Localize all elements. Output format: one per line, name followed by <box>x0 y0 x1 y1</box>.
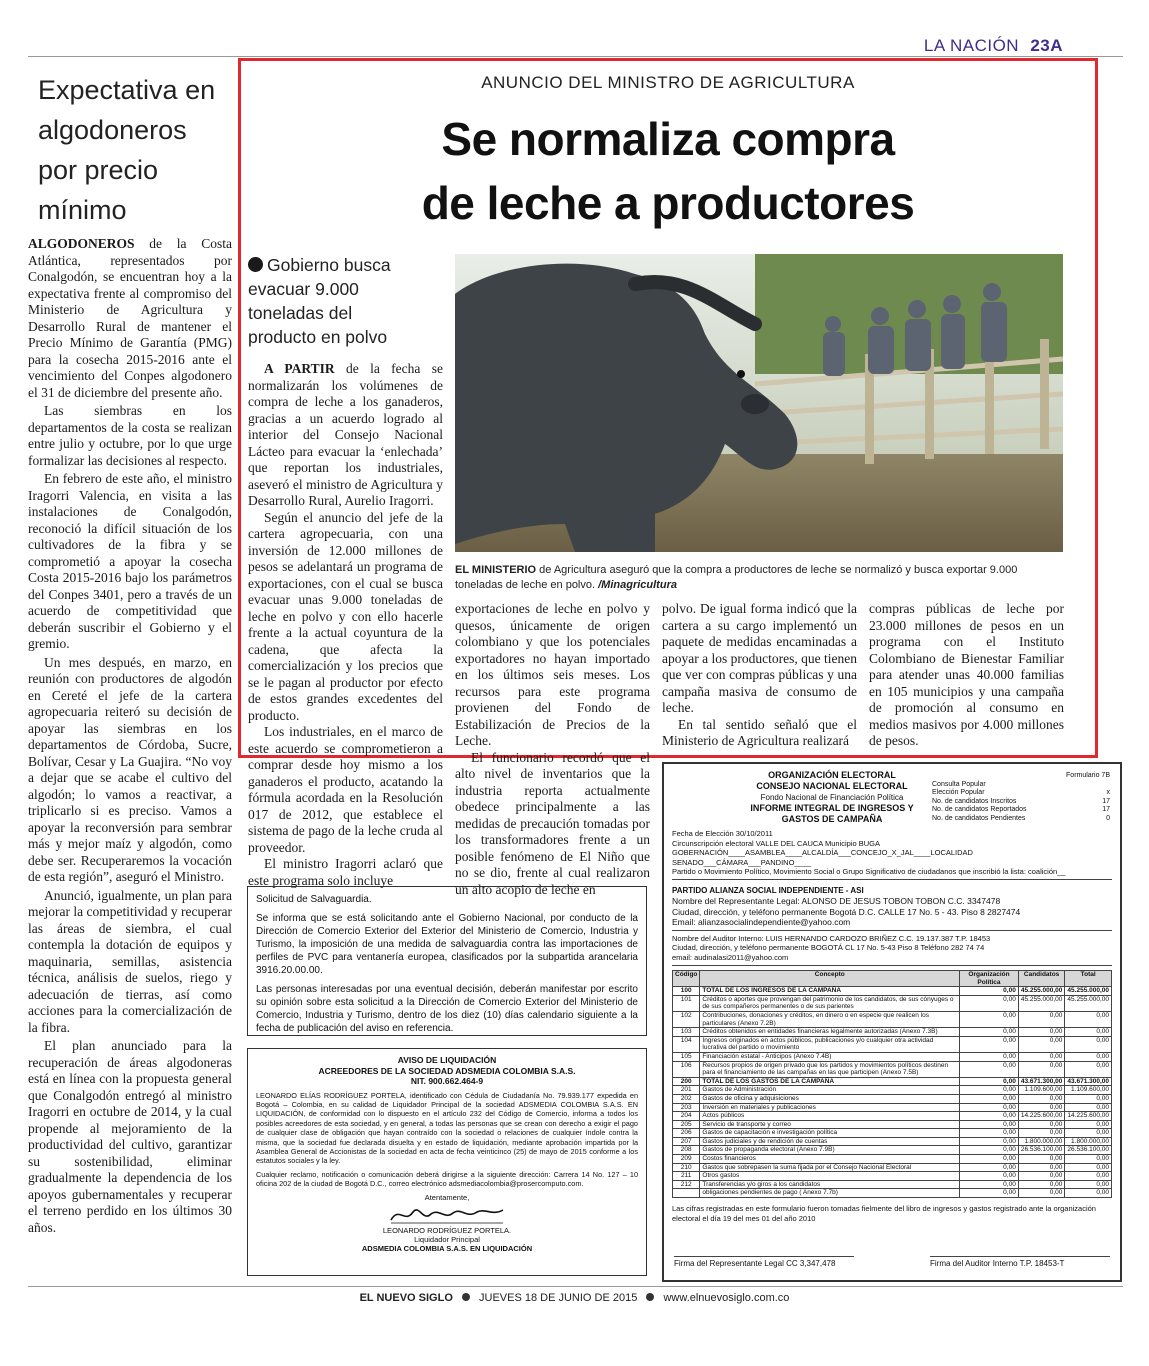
left-paragraph: ALGODONEROS de la Costa Atlántica, representados por Conalgodón, se encuentran hoy a la expectativa frente al compromiso del Ministerio de Agricultura y Desarrollo Rural de mantener el Precio Mínimo de Garantía (PMG) para la cosecha 2015-2016 ante el vencimiento del Conpes algodonero el 31 de diciembre del presente año. <box>28 236 232 400</box>
bullet-icon <box>248 257 263 272</box>
form-signatures: Firma del Representante Legal CC 3,347,478 Firma del Auditor Interno T.P. 18453-T <box>674 1256 1110 1269</box>
table-cell: Contribuciones, donaciones y créditos, en dinero o en especie que realicen los particulares (Anexo 7.2B) <box>700 1011 960 1027</box>
article-paragraph: Según el anuncio del jefe de la cartera agropecuaria, con una inversión de 12.000 millones de pesos se adelantará un programa de exportaciones, con el cual se busca evacuar unas 9.000 toneladas de leche en polvo y con ello hacerle frente a la actual coyuntura de la cadena, que afecta la comercialización y los precios que se le pagan al productor por efecto de estos grandes excedentes del producto. <box>248 509 443 723</box>
left-paragraph: El plan anunciado para la recuperación de áreas algodoneras está en línea con la propuesta general que Conalgodón entregó al ministro Iragorri en octubre de 2014, y la cual propende al mejoramiento de la productividad del cultivo, garantizar su sostenibilidad, eliminar gradualmente la dependencia de los apoyos gubernamentales y recuperar el terreno perdido en los últimos 30 años. <box>28 1038 232 1235</box>
safeguard-notice <box>247 886 647 1036</box>
table-cell: Financiación estatal - Anticipos (Anexo 7.4B) <box>700 1052 960 1061</box>
table-cell: 209 <box>673 1155 700 1164</box>
table-cell: 0,00 <box>1018 1155 1065 1164</box>
table-cell <box>673 1189 700 1198</box>
page-header <box>924 36 1063 56</box>
table-cell: 0,00 <box>1018 1163 1065 1172</box>
table-cell: 210 <box>673 1163 700 1172</box>
table-row <box>673 1180 1112 1189</box>
notice-heading: AVISO DE LIQUIDACIÓN ACREEDORES DE LA SOCIEDAD ADSMEDIA COLOMBIA S.A.S. NIT. 900.662.464-9 <box>318 1055 576 1086</box>
table-cell: 0,00 <box>960 1061 1019 1077</box>
table-cell: 1.109.600,00 <box>1065 1086 1112 1095</box>
party-info: PARTIDO ALIANZA SOCIAL INDEPENDIENTE - ASI Nombre del Representante Legal: ALONSO DE JESUS TOBON TOBON C.C. 3347478 Ciudad, dirección, y teléfono permanente Bogotá D.C. CALLE 17 No. 5 - 43. Piso 8 2827474 Email: alianzasocialindependiente@yahoo.com <box>672 879 1112 931</box>
signature-icon <box>387 1204 507 1226</box>
table-cell: 0,00 <box>1065 1061 1112 1077</box>
table-cell: 14.225.600,00 <box>1018 1112 1065 1121</box>
table-cell: 0,00 <box>960 987 1019 996</box>
article-deck: Gobierno busca evacuar 9.000 toneladas del producto en polvo <box>248 255 391 347</box>
table-cell: 0,00 <box>1065 1155 1112 1164</box>
table-cell: Otros gastos <box>700 1172 960 1181</box>
notice-paragraph: Se informa que se está solicitando ante el Gobierno Nacional, por conducto de la Dirección de Comercio Exterior del Exterior del Ministerio de Comercio, Industria y Turismo, la imposición de una medida de salvaguardia contra las importaciones de perfiles de PVC para ventanería europea, clasificados por la subpartida arancelaria 3916.20.00.00. <box>256 913 638 976</box>
form-note: Las cifras registradas en este formulario fueron tomadas fielmente del libro de ingresos y gastos registrado ante la organización electoral el día 19 del mes 01 del año 2010 <box>672 1204 1096 1223</box>
article-paragraph: Los industriales, en el marco de este acuerdo se comprometieron a comprar desde hoy mismo a los ganaderos el producto, acatando la fórmula acordada en la Resolución 017 de 2012, que establece el sistema de pago de la leche cruda al proveedor. <box>248 724 443 855</box>
table-cell: Gastos judiciales y de rendición de cuentas <box>700 1137 960 1146</box>
table-cell: 0,00 <box>960 1112 1019 1121</box>
auditor-info: Nombre del Auditor Interno: LUIS HERNANDO CARDOZO BRIÑEZ C.C. 19.137.387 T.P. 18453 Ciudad, dirección, y teléfono permanente BOGOTÁ CL 17 No. 5-43 Piso 8 Teléfono 282 74 74 email: audinalasi2011@yahoo.com <box>672 931 1112 967</box>
table-cell: 0,00 <box>960 1180 1019 1189</box>
table-cell: 201 <box>673 1086 700 1095</box>
table-cell: 45.255.000,00 <box>1065 995 1112 1011</box>
left-article <box>28 70 232 1238</box>
table-cell: 0,00 <box>1018 1189 1065 1198</box>
table-row <box>673 1103 1112 1112</box>
table-cell: Actos públicos <box>700 1112 960 1121</box>
table-cell: 0,00 <box>960 1189 1019 1198</box>
table-cell: 45.255.000,00 <box>1018 987 1065 996</box>
table-cell: 0,00 <box>1018 1036 1065 1052</box>
table-cell: 45.255.000,00 <box>1065 987 1112 996</box>
table-cell: 26.536.100,00 <box>1065 1146 1112 1155</box>
table-cell: 0,00 <box>960 1137 1019 1146</box>
table-cell: 101 <box>673 995 700 1011</box>
table-row <box>673 1011 1112 1027</box>
table-cell: 0,00 <box>1018 1129 1065 1138</box>
table-row <box>673 1112 1112 1121</box>
table-row <box>673 995 1112 1011</box>
table-cell: 0,00 <box>960 1011 1019 1027</box>
table-cell: 0,00 <box>960 1129 1019 1138</box>
notice-title: Solicitud de Salvaguardia. <box>256 894 372 905</box>
article-column-1 <box>248 361 443 889</box>
article-kicker: ANUNCIO DEL MINISTRO DE AGRICULTURA <box>481 73 855 92</box>
table-row <box>673 1077 1112 1086</box>
table-cell: 211 <box>673 1172 700 1181</box>
article-paragraph: exportaciones de leche en polvo y quesos, únicamente de origen colombiano y que los potenciales exportadores no hayan importado en los últimos seis meses. Los recursos para este programa provienen del Fondo de Estabilización de Precios de la Leche. <box>455 601 650 748</box>
table-cell: 106 <box>673 1061 700 1077</box>
table-cell: 208 <box>673 1146 700 1155</box>
table-cell: Gastos de Administración <box>700 1086 960 1095</box>
section-name: LA NACIÓN <box>923 36 1020 55</box>
header-rule <box>28 56 1123 57</box>
footer-rule <box>28 1286 1123 1287</box>
left-paragraph: En febrero de este año, el ministro Iragorri Valencia, en visita a las instalaciones de Conalgodón, reconoció la difícil situación de los cultivadores de la fibra y se comprometió a apoyar la cosecha Costa 2015-2016 bajo los parámetros del Conpes 3401, pero a través de un acuerdo de competitividad que deberán suscribir el Gobierno y el gremio. <box>28 471 232 651</box>
form-meta: Fecha de Elección 30/10/2011 Circunscripción electoral VALLE DEL CAUCA Municipio BUGA GOBERNACIÓN____ASAMBLEA____ALCALDÍA___CONCEJO_X_JAL____LOCALIDAD SENADO___CÁMARA___PANDINO____ Partido o Movimiento Político, Movimiento Social o Grupo Significativo de ciudadanos que inscribió la lista: coalición__ <box>672 829 1066 876</box>
footer-date: JUEVES 18 DE JUNIO DE 2015 <box>479 1292 638 1304</box>
table-cell: Ingresos originados en actos públicos, publicaciones y/o cualquier otra actividad lucrativa del partido o movimiento <box>700 1036 960 1052</box>
table-row <box>673 1061 1112 1077</box>
table-row <box>673 987 1112 996</box>
left-paragraph: Anunció, igualmente, un plan para mejorar la competitividad y recuperar las áreas de siembra, el cual contempla la dotación de equipos y maquinaria, semillas, asistencia técnica, análisis de suelos, riego y adecuación de tierras, así como acciones para la comercialización de la fibra. <box>28 887 232 1035</box>
form-checks: Formulario 7B Consulta Popular Elección Popular x No. de candidatos Inscritos 17 No. de candidatos Reportados 17 No. de candidatos Pendientes 0 <box>932 772 1110 822</box>
table-cell: Transferencias y/o giros a los candidatos <box>700 1180 960 1189</box>
finance-table: Código Concepto Organización Política Candidatos Total 100 TOTAL DE LOS INGRESOS DE LA CAMPAÑA 0,00 45.255.000,00 45.255.000,00 101 Créditos o aportes que provengan del patrimonio de los candidatos, de sus cónyuges o de sus compañeros permanentes o de sus parientes 0,00 45.255.000,00 45.255.000,00 102 Contribuciones, donaciones y créditos, en dinero o en especie que realicen los particulares (Anexo 7.2B) 0,00 0,00 0,00 103 Créditos obtenidos en entidades financieras legalmente autorizadas (Anexo 7.3B) 0,00 0,00 0,00 104 Ingresos originados en actos públicos, publicaciones y/o cualquier otra actividad lucrativa del partido o movimiento 0,00 0,00 0,00 105 Financiación estatal - Anticipos (Anexo 7.4B) 0,00 0,00 0,00 106 Recursos propios de origen privado que los partidos y movimientos políticos destinen para el financiamiento de las campañas en las que participen (Anexo 7.5B) 0,00 0,00 0,00 200 TOTAL DE LOS GASTOS DE LA CAMPAÑA 0,00 43.671.300,00 43.671.300,00 201 Gastos de Administración 0,00 1.109.600,00 1.109.600,00 202 Gastos de oficina y adquisiciones 0,00 0,00 0,00 203 Inversión en materiales y publicaciones 0,00 0,00 0,00 204 Actos públicos 0,00 14.225.600,00 14.225.600,00 205 Servicio de transporte y correo 0,00 0,00 0,00 206 Gastos de capacitación e investigación política 0,00 0,00 0,00 207 Gastos judiciales y de rendición de cuentas 0,00 1.800.000,00 1.800.000,00 208 Gastos de propaganda electoral (Anexo 7.9B) 0,00 26.536.100,00 26.536.100,00 209 Costos financieros 0,00 0,00 0,00 210 Gastos que sobrepasen la suma fijada por el Consejo Nacional Electoral 0,00 0,00 0,00 211 Otros gastos 0,00 0,00 0,00 212 Transferencias y/o giros a los candidatos 0,00 0,00 0,00 obligaciones pendientes de pago ( Anexo 7.7b) 0,00 0,00 0,00 <box>672 970 1112 1198</box>
table-cell: 0,00 <box>1018 1180 1065 1189</box>
table-cell: 26.536.100,00 <box>1018 1146 1065 1155</box>
table-cell: 0,00 <box>1065 1094 1112 1103</box>
table-cell: 0,00 <box>960 1103 1019 1112</box>
table-cell: TOTAL DE LOS INGRESOS DE LA CAMPAÑA <box>700 987 960 996</box>
form-heading: ORGANIZACIÓN ELECTORAL CONSEJO NACIONAL ELECTORAL Fondo Nacional de Financiación Política INFORME INTEGRAL DE INGRESOS Y GASTOS DE CAMPAÑA <box>750 770 914 824</box>
table-cell: 43.671.300,00 <box>1018 1077 1065 1086</box>
table-cell: 0,00 <box>1065 1129 1112 1138</box>
left-article-body <box>28 236 232 1236</box>
table-cell: 0,00 <box>1065 1052 1112 1061</box>
table-cell: 43.671.300,00 <box>1065 1077 1112 1086</box>
table-cell: Créditos o aportes que provengan del patrimonio de los candidatos, de sus cónyuges o de sus compañeros permanentes o de sus parientes <box>700 995 960 1011</box>
table-cell: Inversión en materiales y publicaciones <box>700 1103 960 1112</box>
table-cell: 102 <box>673 1011 700 1027</box>
bullet-icon <box>646 1293 654 1301</box>
article-column-2 <box>455 601 650 898</box>
table-cell: 0,00 <box>960 1120 1019 1129</box>
bull-photo <box>455 254 1063 552</box>
lead-word: A PARTIR <box>264 361 335 376</box>
table-cell: 0,00 <box>1018 1120 1065 1129</box>
table-cell: 0,00 <box>960 1036 1019 1052</box>
table-cell: 0,00 <box>960 1028 1019 1037</box>
table-cell: 0,00 <box>1065 1163 1112 1172</box>
table-cell: 100 <box>673 987 700 996</box>
table-cell: 200 <box>673 1077 700 1086</box>
article-column-3 <box>662 601 857 750</box>
table-cell: Servicio de transporte y correo <box>700 1120 960 1129</box>
page-footer <box>0 1292 1149 1304</box>
article-paragraph: El ministro Iragorri aclaró que este programa solo incluye <box>248 856 443 888</box>
table-cell: 206 <box>673 1129 700 1138</box>
table-cell: obligaciones pendientes de pago ( Anexo 7.7b) <box>700 1189 960 1198</box>
table-cell: 0,00 <box>1065 1172 1112 1181</box>
table-cell: 0,00 <box>960 1077 1019 1086</box>
table-cell: Gastos de capacitación e investigación política <box>700 1129 960 1138</box>
table-cell: Recursos propios de origen privado que los partidos y movimientos políticos destinen para el financiamiento de las campañas en las que participen (Anexo 7.5B) <box>700 1061 960 1077</box>
page-number: 23A <box>1030 36 1063 55</box>
notice-signature: Atentamente, LEONARDO RODRÍGUEZ PORTELA. Liquidador Principal ADSMEDIA COLOMBIA S.A.S. EN LIQUIDACIÓN <box>361 1192 533 1253</box>
table-cell: 0,00 <box>1018 1052 1065 1061</box>
photo-caption: EL MINISTERIO de Agricultura aseguró que la compra a productores de leche se normalizó y busca exportar 9.000 toneladas de leche en polvo. /Minagricultura <box>455 564 1018 591</box>
table-cell: 0,00 <box>960 1094 1019 1103</box>
notice-paragraph: Cualquier reclamo, notificación o comunicación deberá dirigirse a la siguiente dirección: Carrera 14 No. 127 – 10 oficina 202 de la ciudad de Bogotá D.C., correo electrónico adsmediacolombia@prosercomputo.com. <box>256 1169 638 1189</box>
table-cell: 0,00 <box>1065 1120 1112 1129</box>
table-cell: 0,00 <box>960 995 1019 1011</box>
left-paragraph: Las siembras en los departamentos de la costa se realizan entre julio y octubre, por lo que urge formalizar las decisiones al respecto. <box>28 403 232 468</box>
table-cell: 0,00 <box>1065 1189 1112 1198</box>
table-cell: 103 <box>673 1028 700 1037</box>
table-cell: 105 <box>673 1052 700 1061</box>
table-row <box>673 1094 1112 1103</box>
table-row <box>673 1146 1112 1155</box>
footer-url[interactable]: www.elnuevosiglo.com.co <box>663 1292 790 1304</box>
table-cell: TOTAL DE LOS GASTOS DE LA CAMPAÑA <box>700 1077 960 1086</box>
article-paragraph: polvo. De igual forma indicó que la cartera a su cargo implementó un paquete de medidas encaminadas a apoyar a los productores, que tienen que ver con compras públicas y una campaña masiva de consumo de leche. <box>662 601 857 715</box>
table-cell: 205 <box>673 1120 700 1129</box>
table-cell: 0,00 <box>1018 1011 1065 1027</box>
table-row <box>673 1155 1112 1164</box>
table-cell: Costos financieros <box>700 1155 960 1164</box>
table-cell: 1.800.000,00 <box>1018 1137 1065 1146</box>
table-cell: 1.109.600,00 <box>1018 1086 1065 1095</box>
article-paragraph: A PARTIR de la fecha se normalizarán los volúmenes de compra de leche a los ganaderos, gracias a un acuerdo logrado al interior del Consejo Nacional Lácteo para evacuar la ‘enlechada’ que reportan los industriales, aseveró el ministro de Agricultura y Desarrollo Rural, Aurelio Iragorri. <box>248 361 444 508</box>
table-cell: 0,00 <box>1065 1028 1112 1037</box>
notice-paragraph: LEONARDO ELÍAS RODRÍGUEZ PORTELA, identificado con Cédula de Ciudadanía No. 79.939.177 expedida en Bogotá – Colombia, en su calidad de Liquidador Principal de la sociedad ADSMEDIA COLOMBIA S.A.S. EN LIQUIDACIÓN, de conformidad con lo dispuesto en el artículo 232 del Código de Comercio, informa a todos los posibles acreedores de esta sociedad, y en general, a todas las personas que se crean con derecho a exigir el pago de cualquier clase de obligación que hayan contraído con la sociedad o relaciones de cualquier índole contra la misma, que la sociedad fue declarada disuelta y en estado de liquidación, mediante aprobación impartida por la Asamblea General de Accionistas de la sociedad en acta de fecha veinticinco (25) de mayo de 2015 conforme a los estatutos sociales y la ley. <box>256 1090 638 1166</box>
table-cell: 0,00 <box>1018 1103 1065 1112</box>
table-cell: 0,00 <box>1065 1103 1112 1112</box>
table-row <box>673 1036 1112 1052</box>
table-cell: Créditos obtenidos en entidades financieras legalmente autorizadas (Anexo 7.3B) <box>700 1028 960 1037</box>
table-cell: Gastos que sobrepasen la suma fijada por el Consejo Nacional Electoral <box>700 1163 960 1172</box>
table-cell: 0,00 <box>1065 1180 1112 1189</box>
left-paragraph: Un mes después, en marzo, en reunión con productores de algodón en Cereté el jefe de la cartera agropecuaria reiteró su decisión de apoyar las siembras en los departamentos de Córdoba, Sucre, Bolívar, Cesar y La Guajira. “No voy a dejar que se acabe el cultivo del algodón; lo vamos a reactivar, a triplicarlo si es preciso. Vamos a apoyar la reconversión para sembrar más y mejor maíz y algodón, como debe ser. Recuperaremos la vocación de esta región”, aseguró el Ministro. <box>28 654 232 884</box>
table-row <box>673 1129 1112 1138</box>
table-cell: 0,00 <box>960 1086 1019 1095</box>
table-cell: 0,00 <box>1018 1028 1065 1037</box>
notice-paragraph: Las personas interesadas por una eventual decisión, deberán manifestar por escrito su opinión sobre esta solicitud a la Dirección de Comercio Exterior del Ministerio de Comercio, Industria y Turismo, dentro de los diez (10) días calendario siguiente a la fecha de publicación del aviso en referencia. <box>256 984 638 1034</box>
article-paragraph: compras públicas de leche por 23.000 millones de pesos en un programa con el Instituto Colombiano de Bienestar Familiar para atender unas 40.000 familias en 105 municipios y una campaña de promoción al consumo en medios masivos por 4.000 millones de pesos. <box>869 601 1064 748</box>
table-cell: 14.225.600,00 <box>1065 1112 1112 1121</box>
article-headline: Se normaliza compra de leche a productores <box>421 113 915 229</box>
footer-brand: EL NUEVO SIGLO <box>359 1292 453 1304</box>
table-cell: 207 <box>673 1137 700 1146</box>
table-cell: 0,00 <box>960 1172 1019 1181</box>
liquidation-notice <box>247 1048 647 1276</box>
table-cell: 0,00 <box>1065 1036 1112 1052</box>
table-cell: 0,00 <box>1018 1172 1065 1181</box>
lead-word: ALGODONEROS <box>28 236 135 251</box>
table-cell: 0,00 <box>960 1163 1019 1172</box>
electoral-form <box>662 762 1122 1282</box>
table-cell: 104 <box>673 1036 700 1052</box>
table-cell: Gastos de propaganda electoral (Anexo 7.9B) <box>700 1146 960 1155</box>
table-cell: 0,00 <box>960 1052 1019 1061</box>
table-row <box>673 1137 1112 1146</box>
table-row <box>673 1189 1112 1198</box>
table-row <box>673 1028 1112 1037</box>
table-cell: 0,00 <box>1018 1061 1065 1077</box>
table-row <box>673 1052 1112 1061</box>
table-cell: 1.800.000,00 <box>1065 1137 1112 1146</box>
table-cell: 204 <box>673 1112 700 1121</box>
table-cell: 212 <box>673 1180 700 1189</box>
table-row <box>673 1120 1112 1129</box>
table-cell: 203 <box>673 1103 700 1112</box>
table-cell: 0,00 <box>1018 1094 1065 1103</box>
table-cell: Gastos de oficina y adquisiciones <box>700 1094 960 1103</box>
table-cell: 0,00 <box>960 1155 1019 1164</box>
table-cell: 0,00 <box>960 1146 1019 1155</box>
table-row <box>673 1086 1112 1095</box>
left-article-title: Expectativa en algodoneros por precio mínimo <box>38 75 216 225</box>
article-paragraph: El funcionario recordó que el alto nivel de inventarios que la industria reporta actualmente obedece principalmente a las medidas de precaución tomadas por los transformadores frente a un posible fenómeno de El Niño que no se dio, frente al cual realizaron un alto acopio de leche en <box>455 749 650 897</box>
article-paragraph: En tal sentido señaló que el Ministerio de Agricultura realizará <box>662 716 857 748</box>
table-cell: 45.255.000,00 <box>1018 995 1065 1011</box>
bullet-icon <box>462 1293 470 1301</box>
table-cell: 0,00 <box>1065 1011 1112 1027</box>
table-cell: 202 <box>673 1094 700 1103</box>
table-row <box>673 1172 1112 1181</box>
article-column-4 <box>869 601 1064 750</box>
table-row <box>673 1163 1112 1172</box>
